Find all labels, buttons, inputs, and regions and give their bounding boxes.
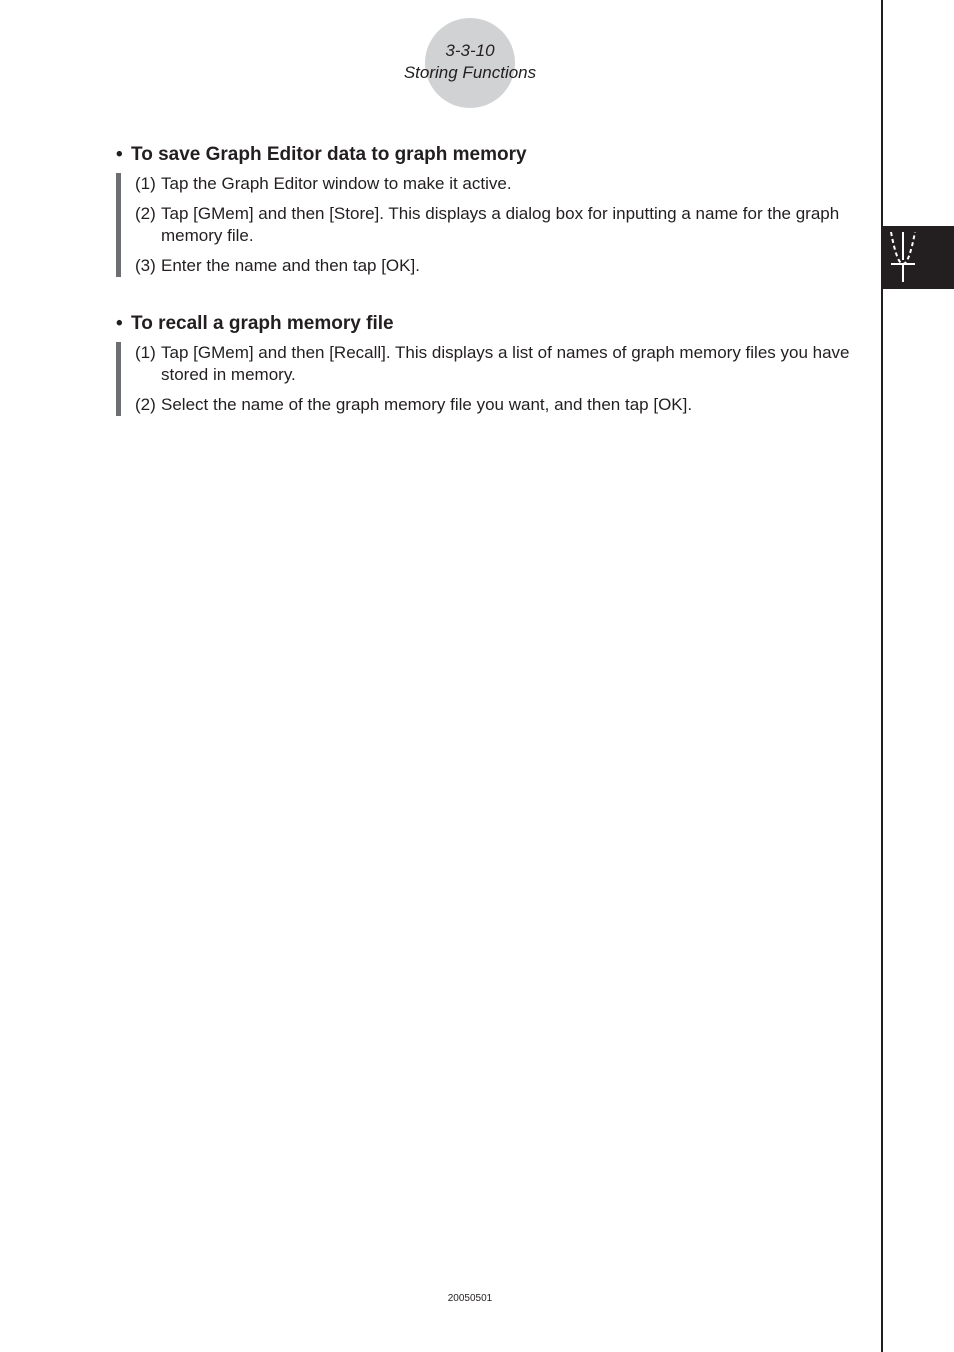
steps-bar — [116, 173, 121, 277]
list-item: (3) Enter the name and then tap [OK]. — [135, 256, 420, 275]
steps-bar — [116, 342, 121, 416]
bullet-icon: • — [116, 313, 123, 334]
section-recall-graph-memory — [116, 312, 866, 416]
list-item: (2) Select the name of the graph memory file you want, and then tap [OK]. — [135, 395, 693, 414]
list-item: (1) Tap [GMem] and then [Recall]. This displays a list of names of graph memory files you have stored in memory. — [135, 343, 850, 384]
footer-code: 20050501 — [447, 1293, 493, 1304]
section-heading: • To recall a graph memory file — [116, 313, 394, 334]
section-title: Storing Functions — [403, 63, 537, 82]
graph-parabola-icon — [882, 226, 954, 289]
list-item: (2) Tap [GMem] and then [Store]. This displays a dialog box for inputting a name for the graph memory file. — [135, 204, 840, 245]
margin-rule — [881, 0, 883, 1352]
steps-list — [116, 173, 866, 277]
chapter-tab — [882, 226, 954, 289]
bullet-icon: • — [116, 144, 123, 165]
section-heading: • To save Graph Editor data to graph memory — [116, 144, 527, 165]
steps-list — [116, 342, 866, 416]
page-header — [370, 40, 570, 84]
section-save-graph-memory — [116, 143, 866, 277]
list-item: (1) Tap the Graph Editor window to make it active. — [135, 174, 512, 193]
page-number: 3-3-10 — [445, 41, 495, 60]
